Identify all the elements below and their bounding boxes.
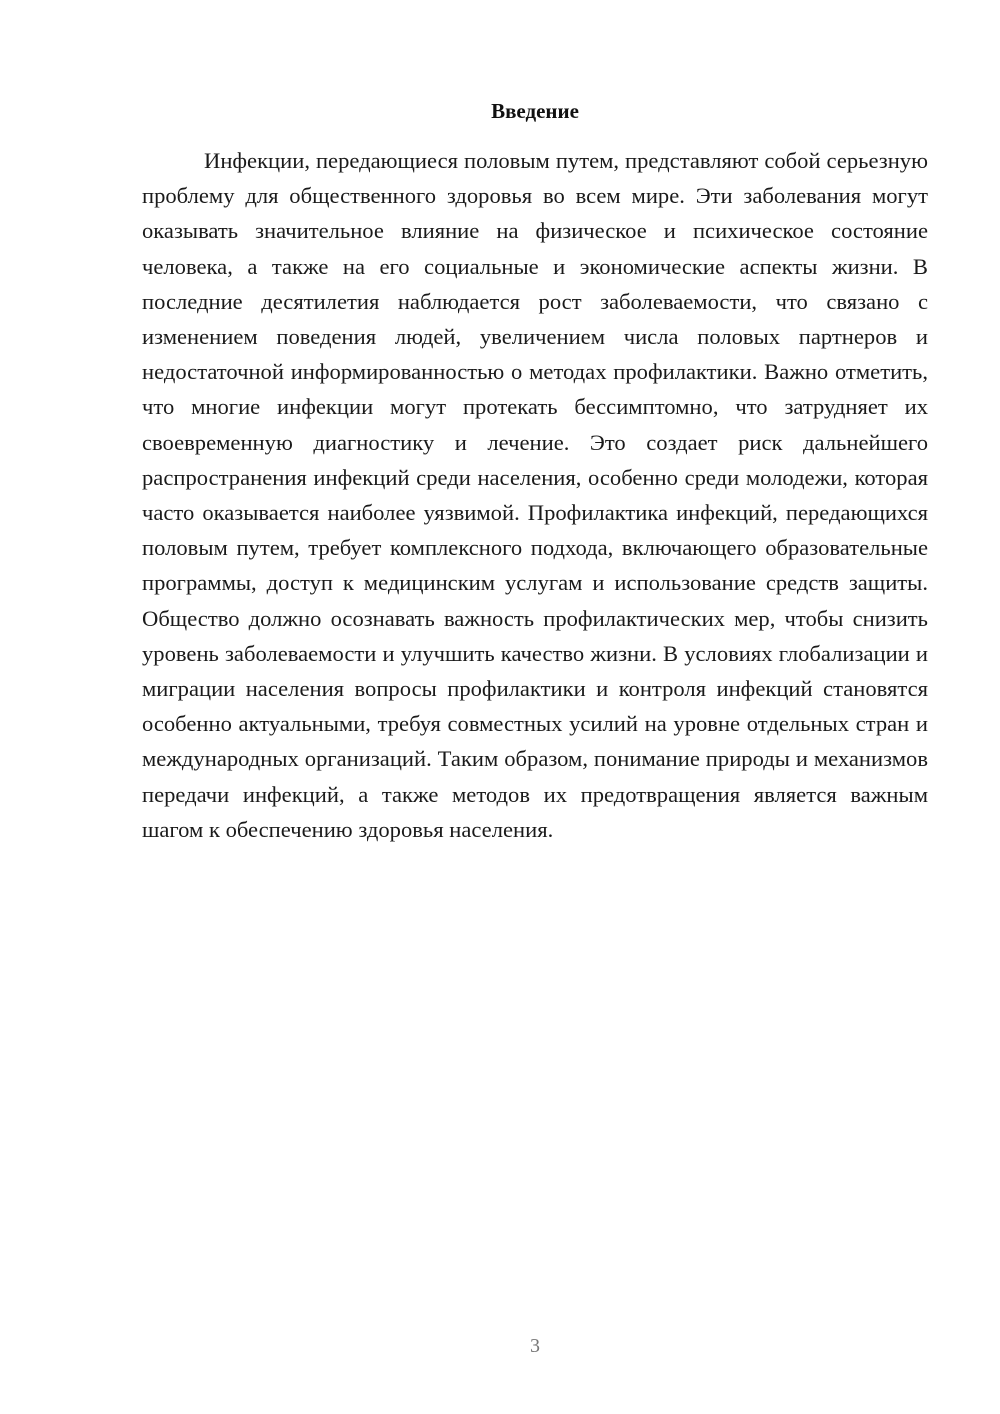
section-heading: Введение <box>491 99 579 123</box>
body-paragraph: Инфекции, передающиеся половым путем, представляют собой серьезную проблему для общественного здоровья во всем мире. Эти заболевания могут оказывать значительное влияние на физическое и психическое состояние человека, а также на его социальные и экономические аспекты жизни. В последние десятилетия наблюдается рост заболеваемости, что связано с изменением поведения людей, увеличением числа половых партнеров и недостаточной информированностью о методах профилактики. Важно отметить, что многие инфекции могут протекать бессимптомно, что затрудняет их своевременную диагностику и лечение. Это создает риск дальнейшего распространения инфекций среди населения, особенно среди молодежи, которая часто оказывается наиболее уязвимой. Профилактика инфекций, передающихся половым путем, требует комплексного подхода, включающего образовательные программы, доступ к медицинским услугам и использование средств защиты. Общество должно осознавать важность профилактических мер, чтобы снизить уровень заболеваемости и улучшить качество жизни. В условиях глобализации и миграции населения вопросы профилактики и контроля инфекций становятся особенно актуальными, требуя совместных усилий на уровне отдельных стран и международных организаций. Таким образом, понимание природы и механизмов передачи инфекций, а также методов их предотвращения является важным шагом к обеспечению здоровья населения. <box>142 148 928 842</box>
page-number: 3 <box>530 1335 540 1357</box>
